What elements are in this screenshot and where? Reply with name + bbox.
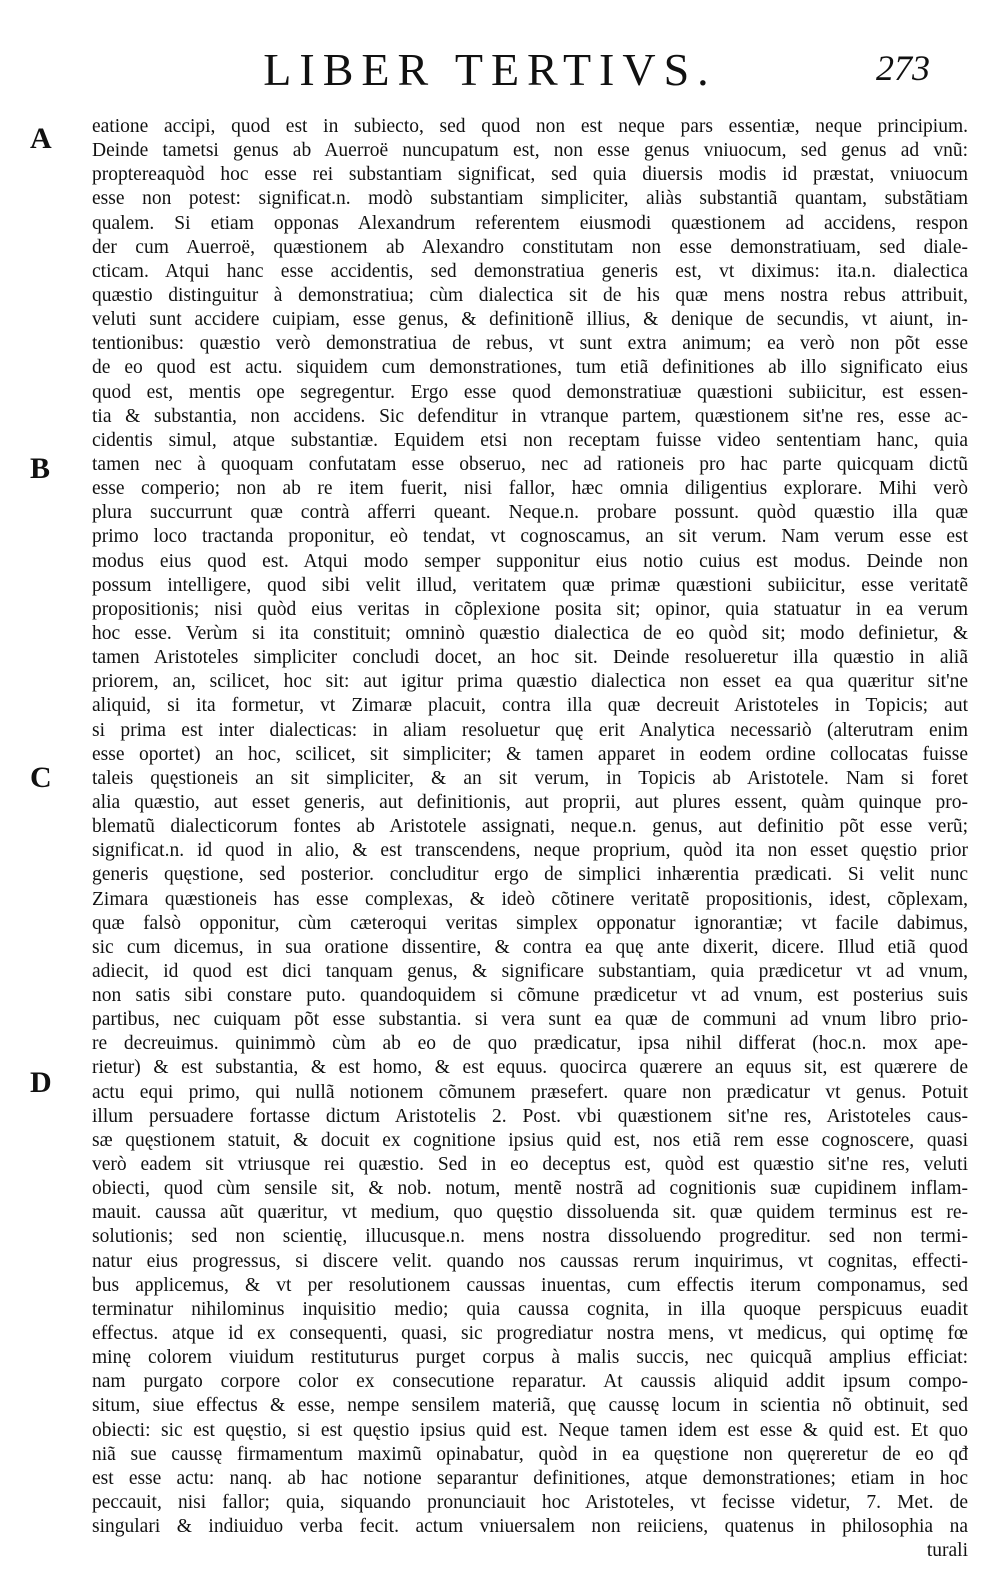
text-line: singulari & indiuiduo verba fecit. actum vniuersalem non reiiciens, quatenus in philosophia na [92,1516,968,1538]
catchword: turali [926,1540,968,1562]
text-line: nam purgato corpore color ex consecutione reparatur. At caussis aliquid addit ipsum compo- [92,1371,968,1393]
text-line: verò eadem sit vtriusque rei quæstio. Sed in eo deceptus est, quòd est quæstio sit'ne res, veluti [92,1154,968,1176]
text-line: possum intelligere, quod sibi velit illud, veritatem quæ primæ quæstioni subiicitur, esse veritatẽ [92,574,968,596]
text-line: non satis sibi constare puto. quandoquidem si cõmune prædicetur vt ad vnum, est posterius suis [92,985,968,1007]
text-line: est esse actu: nanq. ab hac notione separantur definitiones, atque demonstrationes; etiam in hoc [92,1467,968,1489]
text-line: esse oportet) an hoc, scilicet, sit simpliciter; & tamen apparet in eodem ordine collocatas fuisse [92,743,968,765]
text-line: der cum Auerroë, quæstionem ab Alexandro constitutam non esse demonstratiuam, sed diale- [92,236,968,258]
text-line: actu equi primo, qui nullã notionem cõmunem præsefert. quare non prædicatur vt genus. Potuit [92,1081,968,1103]
text-line: cticam. Atqui hanc esse accidentis, sed demonstratiua generis est, vt diximus: ita.n. dialectica [92,260,968,282]
text-line: sic cum dicemus, in sua oratione dissentire, & contra ea quę ante dixerit, dicere. Illud etiã quod [92,936,968,958]
text-line: tia & substantia, non accidens. Sic defenditur in vtranque partem, quæstionem sit'ne res, esse ac- [92,405,968,427]
text-line: esse comperio; non ab re item fuerit, nisi fallor, hæc omnia diligentius explorare. Mihi verò [92,478,968,500]
text-line: mauit. caussa aũt quæritur, vt medium, quo quęstio dissoluenda sit. quæ quidem terminus est re- [92,1202,968,1224]
text-line: tentionibus: quæstio verò demonstratiua de rebus, vt sunt extra animum; ea verò non põt esse [92,333,968,355]
text-line: propositionis; nisi quòd eius veritas in cõplexione posita sit; opinor, quia statuatur in ea verum [92,598,968,620]
text-line: plura succurrunt quæ contrà afferri queant. Neque.n. probare possunt. quòd quæstio illa quæ [92,502,968,524]
text-line: aliquid, si ita formetur, vt Zimaræ placuit, contra illa quæ decreuit Aristoteles in Topicis; aut [92,695,968,717]
text-line: cidentis simul, atque substantiæ. Equidem etsi non receptam fuisse video sententiam hanc, quia [92,429,968,451]
text-line: peccauit, nisi fallor; quia, siquando pronunciauit hoc Aristoteles, vt fecisse videtur, 7. Met. de [92,1492,968,1514]
text-line: proptereaquòd hoc esse rei substantiam significat, sed quia diuersis modis id præstat, vniuocum [92,164,968,186]
text-line: effectus. atque id ex consequenti, quasi, sic progrediatur nostra mens, vt medicus, qui optimę fœ [92,1323,968,1345]
text-line: niã sue caussę firmamentum maximũ opinabatur, quòd in ea quęstione non quęreretur de eo qđ [92,1443,968,1465]
text-line: alia quæstio, aut esset generis, aut definitionis, aut proprii, aut plures essent, quàm quinque pro- [92,791,968,813]
text-line: si prima est inter dialecticas: in aliam resoluetur quę erit Analytica necessariò (alterutram enim [92,719,968,741]
text-line: minę colorem viuidum restituturus purget corpus à malis succis, nec quicquã amplius efficiat: [92,1347,968,1369]
text-line: solutionis; sed non scientię, illucusque.n. mens nostra dissoluendo progreditur. sed non termi- [92,1226,968,1248]
text-line: quæstio distinguitur à demonstratiua; cùm dialectica sit de his quæ mens nostra rebus attribuit, [92,284,968,306]
text-line: illum persuadere fortasse dictum Aristotelis 2. Post. vbi quæstionem sit'ne res, Aristoteles caus- [92,1105,968,1127]
text-line: qualem. Si etiam opponas Alexandrum referentem eiusmodi quæstionem ad accidens, respon [92,212,968,234]
text-line: sæ quęstionem statuit, & docuit ex cognitione ipsius quid est, nos etiã rem esse cognoscere, quasi [92,1129,968,1151]
page-number: 273 [876,48,930,88]
text-line: tamen Aristoteles simpliciter concludi docet, an hoc sit. Deinde resolueretur illa quæstio in aliã [92,647,968,669]
text-line: terminatur nihilominus inquisitio medio; quia caussa cognita, in illa quoque perspicuus euadit [92,1298,968,1320]
text-line: rietur) & est substantia, & est homo, & est equus. quocirca quærere an equus sit, est quærere de [92,1057,968,1079]
text-line: re decreuimus. quinimmò cùm ab eo de quo prædicatur, ipsa nihil differat (hoc.n. mox ape- [92,1033,968,1055]
text-line: bus applicemus, & vt per resolutionem caussas inuentas, cum effectis iterum componamus, sed [92,1274,968,1296]
text-line: taleis quęstioneis an sit simpliciter, & an sit verum, in Topicis ab Aristotele. Nam si foret [92,767,968,789]
text-line: esse non potest: significat.n. modò substantiam simpliciter, aliàs substantiã quantam, substãtiam [92,188,968,210]
text-line: hoc esse. Verùm si ita constituit; omninò quæstio dialectica de eo quòd sit; modo definietur, & [92,622,968,644]
text-line: Zimara quæstioneis has esse complexas, & ideò cõtinere veritatẽ propositionis, idest, cõplexam, [92,888,968,910]
margin-letter-c: C [30,761,52,794]
text-line: blematũ dialecticorum fontes ab Aristotele assignati, neque.n. genus, aut definitio põt esse verũ; [92,816,968,838]
text-line: quod est, mentis ope segregentur. Ergo esse quod demonstratiuæ quæstioni subiicitur, est essen- [92,381,968,403]
margin-letter-b: B [30,452,51,485]
text-line: veluti sunt accidere cuipiam, esse genus, & definitionẽ illius, & denique de secundis, vt aiunt, in- [92,309,968,331]
text-line: situm, siue effectus & esse, nempe sensilem materiã, quę caussę locum in scientia nõ obtinuit, sed [92,1395,968,1417]
text-line: natur eius progressus, si discere velit. quando nos caussas rerum inquirimus, vt cognitas, effecti- [92,1250,968,1272]
text-line: adiecit, id quod est dici tanquam genus, & significare substantiam, quia prædicetur vt ad vnum, [92,960,968,982]
margin-letter-a: A [30,122,52,155]
text-line: primo loco tractanda proponitur, eò tendat, vt cognoscamus, an sit verum. Nam verum esse est [92,526,968,548]
body-text [92,115,968,1563]
text-line: priorem, an, scilicet, hoc sit: aut igitur prima quæstio dialectica non esset ea qua quæritur sit'ne [92,671,968,693]
page-header [40,40,940,100]
text-line: partibus, nec cuiquam põt esse substantia. si vera sunt ea quæ de communi ad vnum libro prio- [92,1009,968,1031]
margin-letter-d: D [30,1066,52,1099]
text-line: quæ falsò opponitur, cùm cæteroqui veritas simplex opponatur ignorantiæ; vt facile dabimus, [92,912,968,934]
text-line: tamen nec à quoquam confutatam esse obseruo, nec ad rationeis pro hac parte quicquam dictũ [92,453,968,475]
text-line: de eo quod est actu. siquidem cum demonstrationes, tum etiã definitiones ab illo significato eius [92,357,968,379]
text-line: significat.n. id quod in alio, & est transcendens, neque proprium, quòd ita non esset quęstio prior [92,840,968,862]
text-line: Deinde tametsi genus ab Auerroë nuncupatum est, non esse genus vniuocum, sed genus ad vnũ: [92,140,968,162]
running-head: LIBER TERTIVS. [263,44,717,95]
text-line: eatione accipi, quod est in subiecto, sed quod non est neque pars essentiæ, neque principium. [92,116,968,137]
text-line: modus eius quod est. Atqui modo semper supponitur eius notio cuius est modus. Deinde non [92,550,968,572]
text-line: generis quęstione, sed posterior. concluditur ergo de simplici inhærentia prædicati. Si velit nunc [92,864,968,886]
text-line: obiecti, quod cùm sensile sit, & nob. notum, mentẽ nostrã ad cognitionis suæ cupidinem inflam- [92,1178,968,1200]
text-line: obiecti: sic est quęstio, si est quęstio ipsius quid est. Neque tamen idem est esse & quid est. Et quo [92,1419,968,1441]
